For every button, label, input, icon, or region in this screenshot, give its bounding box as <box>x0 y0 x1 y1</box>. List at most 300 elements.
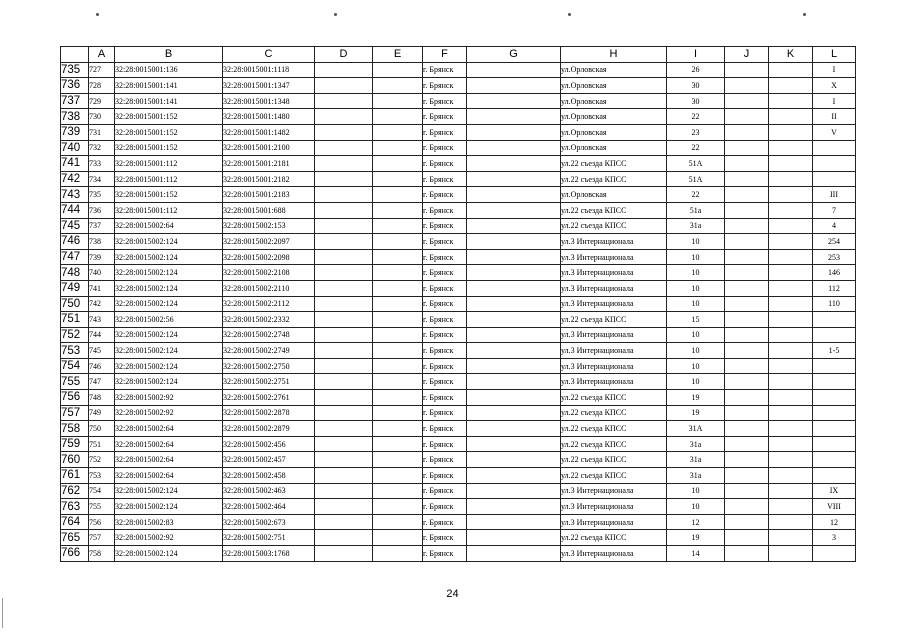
cell-k[interactable] <box>769 124 813 140</box>
cell-j[interactable] <box>725 234 769 250</box>
cell-h[interactable]: ул.22 съезда КПСС <box>561 202 667 218</box>
cell-j[interactable] <box>725 436 769 452</box>
cell-h[interactable]: ул.3 Интернационала <box>561 234 667 250</box>
column-header-g[interactable]: G <box>467 47 561 63</box>
cell-b[interactable]: 32:28:0015002:124 <box>115 327 223 343</box>
row-number-cell[interactable]: 747 <box>61 249 89 265</box>
cell-a[interactable]: 738 <box>89 234 115 250</box>
cell-g[interactable] <box>467 156 561 172</box>
cell-i[interactable]: 10 <box>667 499 725 515</box>
cell-j[interactable] <box>725 483 769 499</box>
cell-l[interactable]: V <box>813 124 856 140</box>
cell-j[interactable] <box>725 358 769 374</box>
cell-b[interactable]: 32:28:0015001:152 <box>115 140 223 156</box>
cell-l[interactable] <box>813 156 856 172</box>
cell-e[interactable] <box>373 421 423 437</box>
cell-i[interactable]: 10 <box>667 265 725 281</box>
cell-b[interactable]: 32:28:0015002:124 <box>115 234 223 250</box>
cell-b[interactable]: 32:28:0015002:92 <box>115 530 223 546</box>
cell-i[interactable]: 10 <box>667 249 725 265</box>
cell-j[interactable] <box>725 390 769 406</box>
cell-l[interactable] <box>813 546 856 562</box>
row-number-cell[interactable]: 758 <box>61 421 89 437</box>
cell-j[interactable] <box>725 468 769 484</box>
cell-i[interactable]: 31а <box>667 452 725 468</box>
cell-i[interactable]: 51А <box>667 171 725 187</box>
cell-i[interactable]: 10 <box>667 234 725 250</box>
cell-d[interactable] <box>315 109 373 125</box>
cell-h[interactable]: ул.3 Интернационала <box>561 374 667 390</box>
cell-e[interactable] <box>373 405 423 421</box>
cell-d[interactable] <box>315 202 373 218</box>
cell-k[interactable] <box>769 312 813 328</box>
cell-b[interactable]: 32:28:0015002:64 <box>115 218 223 234</box>
cell-l[interactable]: 12 <box>813 514 856 530</box>
cell-j[interactable] <box>725 327 769 343</box>
cell-l[interactable]: 146 <box>813 265 856 281</box>
cell-a[interactable]: 745 <box>89 343 115 359</box>
cell-c[interactable]: 32:28:0015002:457 <box>223 452 315 468</box>
cell-e[interactable] <box>373 327 423 343</box>
cell-d[interactable] <box>315 140 373 156</box>
cell-d[interactable] <box>315 327 373 343</box>
column-header-b[interactable]: B <box>115 47 223 63</box>
column-header-e[interactable]: E <box>373 47 423 63</box>
cell-e[interactable] <box>373 171 423 187</box>
cell-k[interactable] <box>769 218 813 234</box>
cell-j[interactable] <box>725 452 769 468</box>
cell-g[interactable] <box>467 296 561 312</box>
cell-g[interactable] <box>467 358 561 374</box>
cell-a[interactable]: 743 <box>89 312 115 328</box>
cell-h[interactable]: ул.3 Интернационала <box>561 483 667 499</box>
cell-l[interactable]: 110 <box>813 296 856 312</box>
cell-a[interactable]: 755 <box>89 499 115 515</box>
cell-k[interactable] <box>769 156 813 172</box>
cell-d[interactable] <box>315 280 373 296</box>
cell-i[interactable]: 51а <box>667 202 725 218</box>
cell-a[interactable]: 742 <box>89 296 115 312</box>
cell-e[interactable] <box>373 296 423 312</box>
cell-g[interactable] <box>467 483 561 499</box>
cell-c[interactable]: 32:28:0015002:2108 <box>223 265 315 281</box>
row-number-cell[interactable]: 759 <box>61 436 89 452</box>
cell-b[interactable]: 32:28:0015002:64 <box>115 452 223 468</box>
cell-f[interactable]: г. Брянск <box>423 234 467 250</box>
cell-d[interactable] <box>315 421 373 437</box>
cell-f[interactable]: г. Брянск <box>423 62 467 78</box>
row-number-cell[interactable]: 766 <box>61 546 89 562</box>
cell-c[interactable]: 32:28:0015002:2110 <box>223 280 315 296</box>
cell-j[interactable] <box>725 296 769 312</box>
cell-i[interactable]: 19 <box>667 530 725 546</box>
cell-k[interactable] <box>769 546 813 562</box>
cell-l[interactable]: 112 <box>813 280 856 296</box>
cell-c[interactable]: 32:28:0015002:458 <box>223 468 315 484</box>
cell-k[interactable] <box>769 468 813 484</box>
cell-j[interactable] <box>725 546 769 562</box>
cell-c[interactable]: 32:28:0015002:464 <box>223 499 315 515</box>
cell-j[interactable] <box>725 187 769 203</box>
cell-j[interactable] <box>725 202 769 218</box>
row-number-cell[interactable]: 743 <box>61 187 89 203</box>
cell-l[interactable] <box>813 140 856 156</box>
cell-h[interactable]: ул.Орловская <box>561 78 667 94</box>
row-number-cell[interactable]: 762 <box>61 483 89 499</box>
cell-l[interactable] <box>813 312 856 328</box>
row-number-cell[interactable]: 741 <box>61 156 89 172</box>
cell-l[interactable]: VIII <box>813 499 856 515</box>
cell-d[interactable] <box>315 78 373 94</box>
row-number-cell[interactable]: 765 <box>61 530 89 546</box>
cell-d[interactable] <box>315 62 373 78</box>
cell-f[interactable]: г. Брянск <box>423 405 467 421</box>
cell-h[interactable]: ул.Орловская <box>561 93 667 109</box>
cell-c[interactable]: 32:28:0015002:2761 <box>223 390 315 406</box>
cell-b[interactable]: 32:28:0015002:124 <box>115 374 223 390</box>
cell-g[interactable] <box>467 234 561 250</box>
row-number-cell[interactable]: 764 <box>61 514 89 530</box>
cell-c[interactable]: 32:28:0015002:673 <box>223 514 315 530</box>
cell-j[interactable] <box>725 78 769 94</box>
cell-b[interactable]: 32:28:0015002:92 <box>115 405 223 421</box>
cell-g[interactable] <box>467 468 561 484</box>
cell-b[interactable]: 32:28:0015001:141 <box>115 78 223 94</box>
cell-c[interactable]: 32:28:0015002:2112 <box>223 296 315 312</box>
cell-d[interactable] <box>315 296 373 312</box>
cell-i[interactable]: 10 <box>667 358 725 374</box>
cell-e[interactable] <box>373 124 423 140</box>
cell-a[interactable]: 744 <box>89 327 115 343</box>
cell-h[interactable]: ул.3 Интернационала <box>561 296 667 312</box>
cell-h[interactable]: ул.22 съезда КПСС <box>561 421 667 437</box>
cell-k[interactable] <box>769 280 813 296</box>
cell-g[interactable] <box>467 62 561 78</box>
cell-d[interactable] <box>315 312 373 328</box>
cell-e[interactable] <box>373 343 423 359</box>
cell-a[interactable]: 748 <box>89 390 115 406</box>
cell-i[interactable]: 30 <box>667 93 725 109</box>
cell-h[interactable]: ул.Орловская <box>561 140 667 156</box>
cell-g[interactable] <box>467 374 561 390</box>
cell-g[interactable] <box>467 405 561 421</box>
cell-l[interactable] <box>813 358 856 374</box>
cell-d[interactable] <box>315 514 373 530</box>
row-number-cell[interactable]: 749 <box>61 280 89 296</box>
cell-g[interactable] <box>467 436 561 452</box>
cell-g[interactable] <box>467 514 561 530</box>
cell-d[interactable] <box>315 218 373 234</box>
cell-a[interactable]: 733 <box>89 156 115 172</box>
cell-h[interactable]: ул.3 Интернационала <box>561 499 667 515</box>
cell-l[interactable] <box>813 390 856 406</box>
cell-f[interactable]: г. Брянск <box>423 280 467 296</box>
cell-g[interactable] <box>467 390 561 406</box>
cell-l[interactable] <box>813 327 856 343</box>
cell-i[interactable]: 19 <box>667 405 725 421</box>
cell-l[interactable]: 3 <box>813 530 856 546</box>
cell-h[interactable]: ул.3 Интернационала <box>561 343 667 359</box>
cell-i[interactable]: 19 <box>667 390 725 406</box>
cell-k[interactable] <box>769 390 813 406</box>
cell-f[interactable]: г. Брянск <box>423 312 467 328</box>
row-number-cell[interactable]: 744 <box>61 202 89 218</box>
cell-c[interactable]: 32:28:0015001:1482 <box>223 124 315 140</box>
cell-e[interactable] <box>373 483 423 499</box>
cell-c[interactable]: 32:28:0015002:751 <box>223 530 315 546</box>
cell-i[interactable]: 10 <box>667 296 725 312</box>
cell-a[interactable]: 732 <box>89 140 115 156</box>
cell-i[interactable]: 30 <box>667 78 725 94</box>
cell-f[interactable]: г. Брянск <box>423 530 467 546</box>
cell-l[interactable]: IX <box>813 483 856 499</box>
cell-g[interactable] <box>467 124 561 140</box>
cell-a[interactable]: 746 <box>89 358 115 374</box>
cell-l[interactable] <box>813 421 856 437</box>
cell-a[interactable]: 750 <box>89 421 115 437</box>
cell-c[interactable]: 32:28:0015002:2097 <box>223 234 315 250</box>
cell-k[interactable] <box>769 483 813 499</box>
cell-g[interactable] <box>467 265 561 281</box>
cell-f[interactable]: г. Брянск <box>423 499 467 515</box>
cell-a[interactable]: 749 <box>89 405 115 421</box>
cell-g[interactable] <box>467 93 561 109</box>
cell-f[interactable]: г. Брянск <box>423 452 467 468</box>
cell-h[interactable]: ул.3 Интернационала <box>561 514 667 530</box>
cell-c[interactable]: 32:28:0015001:1118 <box>223 62 315 78</box>
cell-c[interactable]: 32:28:0015002:2332 <box>223 312 315 328</box>
cell-g[interactable] <box>467 546 561 562</box>
cell-g[interactable] <box>467 452 561 468</box>
cell-i[interactable]: 31а <box>667 436 725 452</box>
cell-a[interactable]: 731 <box>89 124 115 140</box>
cell-f[interactable]: г. Брянск <box>423 296 467 312</box>
column-header-j[interactable]: J <box>725 47 769 63</box>
cell-l[interactable] <box>813 171 856 187</box>
cell-h[interactable]: ул.3 Интернационала <box>561 280 667 296</box>
cell-c[interactable]: 32:28:0015003:1768 <box>223 546 315 562</box>
cell-e[interactable] <box>373 514 423 530</box>
cell-f[interactable]: г. Брянск <box>423 187 467 203</box>
cell-f[interactable]: г. Брянск <box>423 436 467 452</box>
cell-g[interactable] <box>467 327 561 343</box>
cell-j[interactable] <box>725 218 769 234</box>
cell-f[interactable]: г. Брянск <box>423 546 467 562</box>
cell-j[interactable] <box>725 343 769 359</box>
cell-i[interactable]: 23 <box>667 124 725 140</box>
cell-k[interactable] <box>769 265 813 281</box>
cell-j[interactable] <box>725 109 769 125</box>
cell-j[interactable] <box>725 171 769 187</box>
cell-j[interactable] <box>725 156 769 172</box>
cell-k[interactable] <box>769 358 813 374</box>
cell-g[interactable] <box>467 280 561 296</box>
cell-k[interactable] <box>769 514 813 530</box>
cell-d[interactable] <box>315 156 373 172</box>
row-number-cell[interactable]: 754 <box>61 358 89 374</box>
cell-k[interactable] <box>769 374 813 390</box>
cell-h[interactable]: ул.22 съезда КПСС <box>561 452 667 468</box>
cell-k[interactable] <box>769 62 813 78</box>
cell-a[interactable]: 754 <box>89 483 115 499</box>
cell-d[interactable] <box>315 468 373 484</box>
cell-e[interactable] <box>373 202 423 218</box>
cell-k[interactable] <box>769 499 813 515</box>
cell-h[interactable]: ул.3 Интернационала <box>561 546 667 562</box>
cell-c[interactable]: 32:28:0015001:1348 <box>223 93 315 109</box>
cell-d[interactable] <box>315 390 373 406</box>
cell-a[interactable]: 740 <box>89 265 115 281</box>
cell-h[interactable]: ул.22 съезда КПСС <box>561 436 667 452</box>
cell-j[interactable] <box>725 530 769 546</box>
cell-a[interactable]: 727 <box>89 62 115 78</box>
cell-h[interactable]: ул.3 Интернационала <box>561 265 667 281</box>
cell-h[interactable]: ул.22 съезда КПСС <box>561 156 667 172</box>
cell-k[interactable] <box>769 343 813 359</box>
cell-i[interactable]: 31А <box>667 421 725 437</box>
cell-f[interactable]: г. Брянск <box>423 327 467 343</box>
cell-f[interactable]: г. Брянск <box>423 78 467 94</box>
cell-e[interactable] <box>373 249 423 265</box>
cell-d[interactable] <box>315 499 373 515</box>
cell-g[interactable] <box>467 202 561 218</box>
cell-f[interactable]: г. Брянск <box>423 109 467 125</box>
cell-c[interactable]: 32:28:0015001:1480 <box>223 109 315 125</box>
cell-c[interactable]: 32:28:0015002:2751 <box>223 374 315 390</box>
cell-c[interactable]: 32:28:0015001:688 <box>223 202 315 218</box>
cell-e[interactable] <box>373 93 423 109</box>
cell-l[interactable]: X <box>813 78 856 94</box>
cell-j[interactable] <box>725 374 769 390</box>
cell-g[interactable] <box>467 78 561 94</box>
cell-g[interactable] <box>467 421 561 437</box>
cell-g[interactable] <box>467 171 561 187</box>
cell-b[interactable]: 32:28:0015002:124 <box>115 296 223 312</box>
cell-f[interactable]: г. Брянск <box>423 171 467 187</box>
cell-e[interactable] <box>373 499 423 515</box>
cell-k[interactable] <box>769 452 813 468</box>
cell-c[interactable]: 32:28:0015001:2182 <box>223 171 315 187</box>
cell-k[interactable] <box>769 405 813 421</box>
cell-a[interactable]: 728 <box>89 78 115 94</box>
cell-h[interactable]: ул.22 съезда КПСС <box>561 312 667 328</box>
cell-k[interactable] <box>769 421 813 437</box>
cell-j[interactable] <box>725 499 769 515</box>
cell-l[interactable] <box>813 374 856 390</box>
row-number-cell[interactable]: 738 <box>61 109 89 125</box>
cell-j[interactable] <box>725 140 769 156</box>
cell-b[interactable]: 32:28:0015001:141 <box>115 93 223 109</box>
cell-b[interactable]: 32:28:0015002:83 <box>115 514 223 530</box>
cell-e[interactable] <box>373 187 423 203</box>
cell-l[interactable]: 4 <box>813 218 856 234</box>
cell-i[interactable]: 10 <box>667 280 725 296</box>
cell-f[interactable]: г. Брянск <box>423 358 467 374</box>
row-number-cell[interactable]: 752 <box>61 327 89 343</box>
cell-b[interactable]: 32:28:0015001:152 <box>115 124 223 140</box>
cell-f[interactable]: г. Брянск <box>423 390 467 406</box>
column-header-k[interactable]: K <box>769 47 813 63</box>
cell-h[interactable]: ул.22 съезда КПСС <box>561 468 667 484</box>
cell-e[interactable] <box>373 452 423 468</box>
row-number-cell[interactable]: 763 <box>61 499 89 515</box>
cell-c[interactable]: 32:28:0015002:2879 <box>223 421 315 437</box>
cell-k[interactable] <box>769 187 813 203</box>
cell-g[interactable] <box>467 218 561 234</box>
cell-f[interactable]: г. Брянск <box>423 140 467 156</box>
cell-d[interactable] <box>315 374 373 390</box>
column-header-i[interactable]: I <box>667 47 725 63</box>
cell-i[interactable]: 10 <box>667 343 725 359</box>
cell-k[interactable] <box>769 249 813 265</box>
cell-b[interactable]: 32:28:0015001:152 <box>115 187 223 203</box>
cell-j[interactable] <box>725 62 769 78</box>
cell-f[interactable]: г. Брянск <box>423 483 467 499</box>
cell-l[interactable]: 1-5 <box>813 343 856 359</box>
cell-b[interactable]: 32:28:0015001:112 <box>115 171 223 187</box>
cell-b[interactable]: 32:28:0015002:124 <box>115 499 223 515</box>
cell-c[interactable]: 32:28:0015001:2183 <box>223 187 315 203</box>
cell-h[interactable]: ул.Орловская <box>561 187 667 203</box>
cell-f[interactable]: г. Брянск <box>423 343 467 359</box>
cell-i[interactable]: 31а <box>667 468 725 484</box>
cell-f[interactable]: г. Брянск <box>423 249 467 265</box>
cell-h[interactable]: ул.Орловская <box>561 124 667 140</box>
row-number-cell[interactable]: 756 <box>61 390 89 406</box>
cell-b[interactable]: 32:28:0015002:64 <box>115 468 223 484</box>
cell-h[interactable]: ул.22 съезда КПСС <box>561 171 667 187</box>
cell-j[interactable] <box>725 93 769 109</box>
cell-i[interactable]: 12 <box>667 514 725 530</box>
cell-d[interactable] <box>315 234 373 250</box>
cell-b[interactable]: 32:28:0015002:64 <box>115 421 223 437</box>
cell-b[interactable]: 32:28:0015001:152 <box>115 109 223 125</box>
cell-i[interactable]: 51А <box>667 156 725 172</box>
cell-f[interactable]: г. Брянск <box>423 93 467 109</box>
cell-e[interactable] <box>373 390 423 406</box>
cell-g[interactable] <box>467 312 561 328</box>
column-header-l[interactable]: L <box>813 47 856 63</box>
row-number-cell[interactable]: 739 <box>61 124 89 140</box>
cell-i[interactable]: 10 <box>667 374 725 390</box>
cell-i[interactable]: 26 <box>667 62 725 78</box>
cell-i[interactable]: 22 <box>667 140 725 156</box>
cell-e[interactable] <box>373 156 423 172</box>
cell-d[interactable] <box>315 187 373 203</box>
cell-e[interactable] <box>373 218 423 234</box>
cell-j[interactable] <box>725 265 769 281</box>
cell-a[interactable]: 737 <box>89 218 115 234</box>
cell-d[interactable] <box>315 436 373 452</box>
cell-k[interactable] <box>769 93 813 109</box>
row-number-cell[interactable]: 750 <box>61 296 89 312</box>
cell-k[interactable] <box>769 234 813 250</box>
cell-f[interactable]: г. Брянск <box>423 468 467 484</box>
cell-c[interactable]: 32:28:0015002:2098 <box>223 249 315 265</box>
cell-c[interactable]: 32:28:0015002:2748 <box>223 327 315 343</box>
cell-h[interactable]: ул.3 Интернационала <box>561 327 667 343</box>
cell-d[interactable] <box>315 249 373 265</box>
cell-i[interactable]: 31а <box>667 218 725 234</box>
cell-h[interactable]: ул.3 Интернационала <box>561 249 667 265</box>
cell-g[interactable] <box>467 249 561 265</box>
cell-l[interactable]: 254 <box>813 234 856 250</box>
cell-a[interactable]: 752 <box>89 452 115 468</box>
cell-h[interactable]: ул.22 съезда КПСС <box>561 218 667 234</box>
cell-c[interactable]: 32:28:0015001:1347 <box>223 78 315 94</box>
cell-k[interactable] <box>769 140 813 156</box>
cell-b[interactable]: 32:28:0015002:124 <box>115 483 223 499</box>
